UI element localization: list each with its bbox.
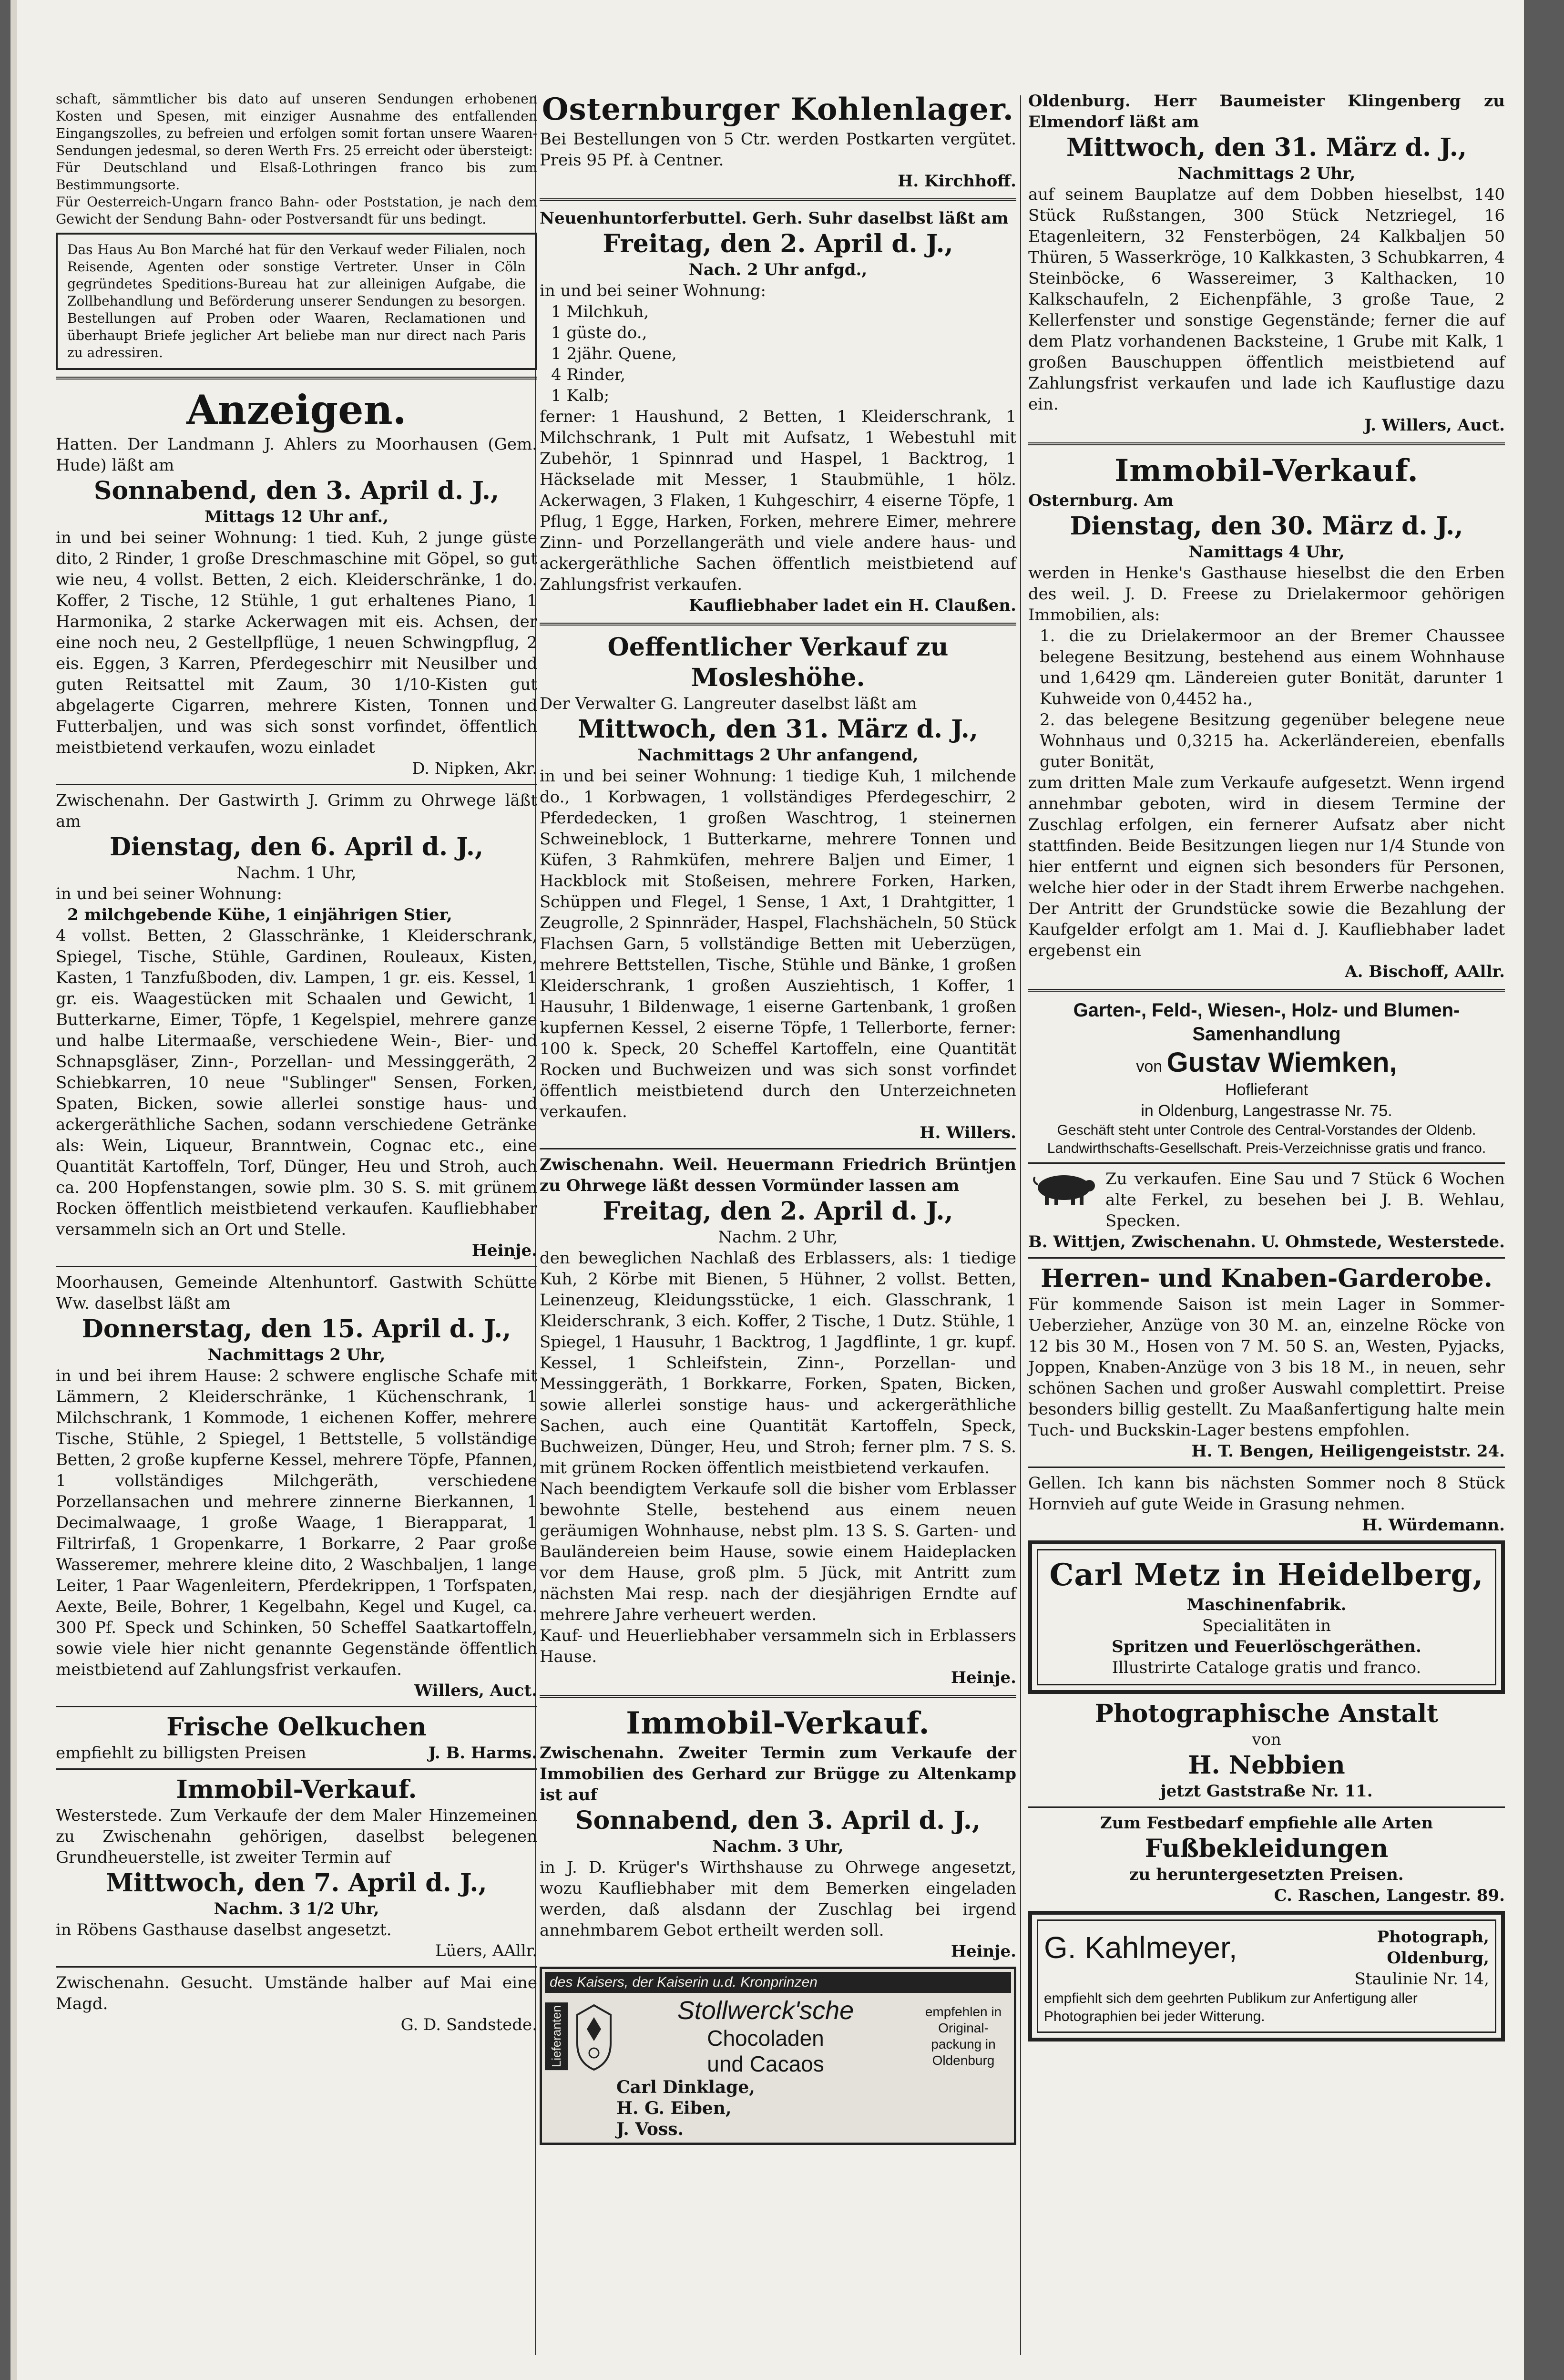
- stollwerck-product: Chocoladen: [707, 2026, 824, 2051]
- ad-schuette: [56, 1272, 537, 1701]
- ad-signature: J. B. Harms.: [428, 1744, 537, 1763]
- livestock-list: [551, 301, 1016, 406]
- ad-body: Für kommende Saison ist mein Lager in Sommer-Ueberzieher, Anzüge von 30 M. an, einzelne Röcke von 12 bis 30 M., Hosen von 7 M. 50 S. an, Westen, Pyjacks, Joppen, Knaben-Anzüge von 3 bis 18 M., in neuen, sehr schönen Sachen und großer Auswahl complettirt. Preise besonders billig gestellt. Zu Maaßanfertigung halte mein Tuch- und Buckskin-Lager bestens empfohlen.: [1028, 1295, 1505, 1440]
- ad-lead: Westerstede. Zum Verkaufe der dem Maler Hinzemeinen zu Zwischenahn gehörigen, daselbst belegenen Grundheuerstelle, ist zweiter Termin auf: [56, 1806, 537, 1867]
- ad-grimm: [56, 790, 537, 1261]
- ad-heading: Herren- und Knaben-Garderobe.: [1041, 1264, 1492, 1293]
- ad-date: Sonnabend, den 3. April d. J.,: [575, 1806, 981, 1835]
- ad-hinzemeinen: [56, 1775, 537, 1961]
- ad-heading: Frische Oelkuchen: [166, 1713, 427, 1742]
- ad-lead: Neuenhuntorferbuttel. Gerh. Suhr daselbst läßt am: [540, 209, 1009, 228]
- divider: [540, 1148, 1016, 1149]
- ad-zur-bruegge: [540, 1704, 1016, 1962]
- ad-lead: Moorhausen, Gemeinde Altenhuntorf. Gastwith Schütte Ww. daselbst läßt am: [56, 1273, 537, 1313]
- divider: [1028, 442, 1505, 445]
- divider: [56, 377, 537, 380]
- divider: [56, 784, 537, 785]
- ad-signature: Kaufliebhaber ladet ein H. Claußen.: [689, 596, 1016, 615]
- ad-body: empfiehlt zu billigsten Preisen: [56, 1744, 307, 1763]
- ad-klingenberg: [1028, 91, 1505, 436]
- ad-city: Oldenburg,: [1387, 1949, 1489, 1968]
- ad-signature: Willers, Auct.: [414, 1681, 537, 1700]
- ad-body: auf seinem Bauplatze auf dem Dobben hieselbst, 140 Stück Rußstangen, 300 Stück Netzriegel, 16 Etagenleitern, 32 Fensterbögen, 24 Kalkbaljen 50 Thüren, 5 Wasserkröge, 10 Kalkkasten, 3 Schubkarren, 4 Steinböcke, 6 Wassereimer, 3 Kalthacken, 10 Kalkschaufeln, 2 Eichenpfähle, 3 große Taue, 2 Kellerfenster und sonstige Gegenstände; ferner die auf dem Platz vorhandenen Backsteine, 1 Grube mit Kalk, 1 großen Bauschuppen öffentlich meistbietend auf Zahlungsfrist verkaufen und lade ich Kauflustige dazu ein.: [1028, 185, 1505, 414]
- au-bon-marche-intro: schaft, sämmtlicher bis dato auf unseren Sendungen erhobenen Kosten und Spesen, mit einziger Ausnahme des entfallenden Eingangszolles, zu befreien und erfolgen somit fortan unsere Waaren-Sendungen jedesmal, so deren Werth Frs. 25 erreicht oder übersteigt:: [56, 91, 537, 158]
- column-2: [540, 91, 1016, 2150]
- ad-body: Gellen. Ich kann bis nächsten Sommer noch 8 Stück Hornvieh auf gute Weide in Grasung nehmen.: [1028, 1474, 1505, 1514]
- ad-highlight: 2 milchgebende Kühe, 1 einjährigen Stier,: [67, 905, 452, 924]
- stollwerck-ad: [540, 1967, 1016, 2145]
- ad-name: H. Nebbien: [1188, 1751, 1345, 1780]
- stollwerck-brand: Stollwerck'sche: [677, 1996, 854, 2025]
- ad-signature: G. D. Sandstede.: [400, 2015, 537, 2034]
- ad-body: Nach beendigtem Verkaufe soll die bisher vom Erblasser bewohnte Stelle, bestehend aus einem neuen geräumigen Wohnhause, nebst plm. 13 S. S. Garten- und Bauländereien beim Hause, sowie einem Haideplacken vor dem Hause, groß plm. 5 Jück, mit Antritt zum nächsten Mai resp. nach der diesjährigen Erndte auf mehrere Jahre verheuert werden.: [540, 1479, 1016, 1624]
- stollwerck-banner: des Kaisers, der Kaiserin u.d. Kronprinzen: [545, 1972, 1011, 1993]
- ad-bruentjen: [540, 1154, 1016, 1688]
- dealer-name: J. Voss.: [616, 2119, 684, 2139]
- ad-signature: D. Nipken, Akr.: [412, 759, 537, 778]
- ad-sau: [1028, 1169, 1505, 1252]
- ad-ahlers: [56, 434, 537, 779]
- column-1: [56, 91, 537, 2038]
- ad-body: 4 vollst. Betten, 2 Glasschränke, 1 Kleiderschrank, Spiegel, Tische, Stühle, Gardinen, Rouleaux, Kisten, Kasten, 1 Tanzfußboden, div. Lampen, 1 gr. eis. Kessel, 1 gr. eis. Waagestücken mit Schaalen und Gewicht, 1 Butterkarne, Eimer, Töpfe, 1 Kegelspiel, mehrere ganze und halbe Litermaaße, verschiedene Wein-, Bier- und Schnapsgläser, Zinn-, Porzellan- und Messinggeräth, 2 Schiebkarren, 10 neue "Sublinger" Sensen, Forken, Spaten, Bicken, sowie allerlei sonstige haus- und ackergeräthliche Sachen, sodann verschiedene Getränke als: Wein, Liqueur, Branntwein, Cognac etc., eine Quantität Kartoffeln, Torf, Dünger, Heu und Stroh, auch ca. 200 Hopfenstangen, sowie plm. 30 S. S. mit grünem Rocken öffentlich meistbietend verkaufen. Kaufliebhaber versammeln sich an Ort und Stelle.: [56, 926, 537, 1239]
- ad-date: Freitag, den 2. April d. J.,: [603, 229, 953, 258]
- ad-body: Bei Bestellungen von 5 Ctr. werden Postkarten vergütet. Preis 95 Pf. à Centner.: [540, 130, 1016, 170]
- divider: [1028, 1467, 1505, 1468]
- ad-lead: Oldenburg. Herr Baumeister Klingenberg zu Elmendorf läßt am: [1028, 92, 1505, 132]
- ad-subheading: Maschinenfabrik.: [1186, 1595, 1347, 1614]
- ad-subheading: zu heruntergesetzten Preisen.: [1129, 1865, 1404, 1884]
- ad-signature: Heinje.: [951, 1942, 1016, 1961]
- ad-wuerdemann: [1028, 1473, 1505, 1536]
- ad-date: Freitag, den 2. April d. J.,: [603, 1197, 953, 1226]
- ad-heading: Photographische Anstalt: [1094, 1699, 1439, 1728]
- ad-date: Mittwoch, den 31. März d. J.,: [1066, 133, 1467, 162]
- dealer-name: H. G. Eiben,: [616, 2098, 732, 2118]
- ad-text: Illustrirte Cataloge gratis und franco.: [1112, 1658, 1421, 1677]
- stollwerck-side-label: Lieferanten: [545, 2002, 568, 2070]
- list-item: 1 Kalb;: [551, 386, 610, 405]
- ad-suhr: [540, 208, 1016, 616]
- ad-body: in Röbens Gasthause daselbst angesetzt.: [56, 1920, 392, 1939]
- divider: [1028, 989, 1505, 992]
- ad-lead: Zwischenahn. Der Gastwirth J. Grimm zu Ohrwege läßt am: [56, 791, 537, 831]
- ad-time: Nachm. 3 Uhr,: [712, 1837, 844, 1856]
- ad-date: Mittwoch, den 7. April d. J.,: [106, 1868, 487, 1898]
- divider: [56, 1966, 537, 1968]
- divider: [56, 1768, 537, 1770]
- ad-raschen: [1028, 1813, 1505, 1906]
- ad-heading: Fußbekleidungen: [1145, 1834, 1389, 1863]
- ad-signature: B. Wittjen, Zwischenahn.: [1028, 1232, 1256, 1252]
- ad-text: Specialitäten in: [1202, 1616, 1331, 1635]
- ad-item: 2. das belegene Besitzung gegenüber belegene neue Wohnhaus und 0,3215 ha. Ackerländereien, ebenfalls guter Bonität,: [1040, 710, 1505, 771]
- ad-time: Nachmittags 2 Uhr,: [207, 1345, 386, 1364]
- ad-date: Sonnabend, den 3. April d. J.,: [93, 476, 500, 505]
- crest-icon: [572, 2000, 615, 2072]
- ad-body: zum dritten Male zum Verkaufe aufgesetzt. Wenn irgend annehmbar geboten, wird in diesem Termine der Zuschlag erfolgen, ein fernerer Aufsatz aber nicht stattfinden. Beide Besitzungen liegen nur 1/4 Stunde von hier entfernt und eignen sich besonders für Personen, welche hier oder in der Stadt ihrem Erwerbe nachgehen. Der Antritt der Grundstücke sowie die Bezahlung der Kaufgelder erfolgt am 1. Mai d. J. Kaufliebhaber ladet ergebenst ein: [1028, 773, 1505, 960]
- divider: [1028, 1806, 1505, 1808]
- stollwerck-product: und Cacaos: [707, 2052, 824, 2076]
- ad-date: Mittwoch, den 31. März d. J.,: [577, 715, 979, 744]
- ad-body: empfiehlt sich dem geehrten Publikum zur Anfertigung aller Photographien bei jeder Witterung.: [1044, 1990, 1418, 2024]
- ad-body: Zu verkaufen. Eine Sau und 7 Stück 6 Wochen alte Ferkel, zu besehen bei J. B. Wehlau, Specken.: [1105, 1169, 1505, 1231]
- ad-body: Geschäft steht unter Controle des Central-Vorstandes der Oldenb. Landwirthschafts-Gesellschaft. Preis-Verzeichnisse gratis und franco.: [1047, 1122, 1486, 1156]
- ad-bengen: [1028, 1263, 1505, 1462]
- ad-date: Donnerstag, den 15. April d. J.,: [82, 1314, 511, 1344]
- ad-signature: Lüers, AAllr.: [435, 1941, 537, 1960]
- ad-body: ferner: 1 Haushund, 2 Betten, 1 Kleiderschrank, 1 Milchschrank, 1 Pult mit Aufsatz, 1 Webestuhl mit Zubehör, 1 Spinnrad und Haspel, 1 Backtrog, 1 Häckselade mit Messer, 1 Staubmühle, 1 hölz. Ackerwagen, 3 Flaken, 1 Kuhgeschirr, 4 eiserne Töpfe, 1 Pflug, 1 Egge, Harken, Forken, mehrere Eimer, mehrere Zinn- und Porzellangeräth und viele andere haus- und ackergeräthliche Sachen öffentlich meistbietend auf Zahlungsfrist verkaufen.: [540, 407, 1016, 594]
- ad-intro: in und bei seiner Wohnung:: [56, 884, 282, 903]
- list-item: 1 güste do.,: [551, 323, 647, 342]
- ad-name: Gustav Wiemken,: [1166, 1047, 1397, 1078]
- ad-metz: [1028, 1540, 1505, 1694]
- ad-lead: Osternburg. Am: [1028, 491, 1174, 510]
- divider: [540, 198, 1016, 201]
- ad-heading: Immobil-Verkauf.: [176, 1775, 417, 1804]
- ad-date: Dienstag, den 30. März d. J.,: [1070, 512, 1463, 541]
- divider: [56, 1706, 537, 1707]
- ad-heading: Immobil-Verkauf.: [626, 1705, 930, 1741]
- ad-kohlenlager: [540, 91, 1016, 192]
- au-bon-marche-intro2: Für Deutschland und Elsaß-Lothringen franco bis zum Bestimmungsorte.: [56, 160, 537, 193]
- ad-address: Staulinie Nr. 14,: [1354, 1970, 1489, 1989]
- newspaper-page: [10, 0, 1524, 2380]
- page-edge: [10, 0, 17, 2380]
- divider: [540, 623, 1016, 626]
- ad-time: Mittags 12 Uhr anf.,: [204, 507, 388, 526]
- divider: [56, 1266, 537, 1267]
- ad-signature: H. Willers.: [920, 1123, 1016, 1142]
- stollwerck-note: empfehlen in Original-packung in Oldenburg: [925, 2004, 1002, 2068]
- ad-time: Nachmittags 2 Uhr,: [1177, 164, 1356, 183]
- ad-heading: Osternburger Kohlenlager.: [542, 92, 1014, 127]
- ad-signature: C. Raschen, Langestr. 89.: [1274, 1886, 1505, 1905]
- ad-mosleshoehe: [540, 632, 1016, 1143]
- ad-item: 1. die zu Drielakermoor an der Bremer Chaussee belegene Besitzung, bestehend aus einem Wohnhause und 1,6429 qm. Ländereien guter Bonität, darunter 1 Kuhweide von 0,4452 ha.,: [1040, 626, 1505, 708]
- ad-kahlmeyer: [1028, 1911, 1505, 2041]
- ad-signature: H. T. Bengen, Heiligengeiststr. 24.: [1191, 1442, 1505, 1461]
- ad-lead: Der Verwalter G. Langreuter daselbst läßt am: [540, 694, 917, 713]
- ad-text: von: [1252, 1730, 1281, 1749]
- au-bon-marche-intro3: Für Oesterreich-Ungarn franco Bahn- oder Poststation, je nach dem Gewicht der Sendung Bahn- oder Postversandt für uns bedingt.: [56, 194, 537, 227]
- ad-signature: H. Kirchhoff.: [898, 172, 1016, 191]
- ad-heading: Garten-, Feld-, Wiesen-, Holz- und Blumen-Samenhandlung: [1073, 1000, 1460, 1045]
- divider: [1028, 1162, 1505, 1164]
- list-item: 1 2jähr. Quene,: [551, 344, 677, 363]
- ad-address: jetzt Gaststraße Nr. 11.: [1160, 1782, 1373, 1801]
- dealer-name: Carl Dinklage,: [616, 2077, 755, 2097]
- ad-harms: [56, 1712, 537, 1764]
- ad-body: Kauf- und Heuerliebhaber versammeln sich in Erblassers Hause.: [540, 1626, 1016, 1666]
- ad-time: Nachm. 2 Uhr,: [718, 1228, 838, 1247]
- pig-icon: [1028, 1169, 1100, 1207]
- ad-time: Nachm. 1 Uhr,: [236, 863, 357, 882]
- column-divider: [1020, 95, 1021, 2355]
- ad-lead: Zwischenahn. Weil. Heuermann Friedrich Brüntjen zu Ohrwege läßt dessen Vormünder lassen am: [540, 1155, 1016, 1195]
- ad-signature: A. Bischoff, AAllr.: [1345, 962, 1505, 981]
- divider: [540, 1695, 1016, 1698]
- ad-lead: Hatten. Der Landmann J. Ahlers zu Moorhausen (Gem. Hude) läßt am: [56, 435, 537, 475]
- ad-body: in J. D. Krüger's Wirthshause zu Ohrwege angesetzt, wozu Kaufliebhaber mit dem Bemerken eingeladen werden, daß alsdann der Zuschlag bei irgend annehmbarem Gebot ertheilt werden soll.: [540, 1858, 1016, 1940]
- ad-time: Nachm. 3 1/2 Uhr,: [214, 1899, 379, 1918]
- section-heading-anzeigen: Anzeigen.: [186, 386, 407, 433]
- ad-title: Photograph,: [1377, 1928, 1489, 1947]
- ad-signature: J. Willers, Auct.: [1364, 416, 1505, 435]
- ad-body: in und bei seiner Wohnung: 1 tied. Kuh, 2 junge güste dito, 2 Rinder, 1 große Dreschmaschine mit Göpel, so gut wie neu, 4 vollst. Betten, 2 eich. Kleiderschränke, 1 do. Koffer, 2 Tische, 12 Stühle, 1 gut erhaltenes Piano, 1 Harmonika, 2 starke Ackerwagen mit eis. Achsen, der eine noch neu, 2 Gestellpflüge, 1 neuen Schwingpflug, 2 eis. Eggen, 3 Karren, Pferdegeschirr mit Neusilber und guten Reitsattel mit Zaum, 30 1/10-Kisten gut abgelagerte Cigarren, mehrere Kisten, Tonnen und Futterbaljen, und was sich sonst vorfindet, öffentlich meistbietend verkaufen, wozu einladet: [56, 528, 537, 757]
- au-bon-marche-box: [56, 233, 537, 370]
- ad-time: Nachmittags 2 Uhr anfangend,: [637, 746, 919, 765]
- ad-time: Nach. 2 Uhr anfgd.,: [688, 260, 868, 279]
- ad-lead: Zwischenahn. Zweiter Termin zum Verkaufe der Immobilien des Gerhard zur Brügge zu Altenkamp ist auf: [540, 1744, 1016, 1805]
- ad-name: G. Kahlmeyer,: [1044, 1930, 1237, 1965]
- ad-signature: H. Würdemann.: [1362, 1516, 1505, 1535]
- stollwerck-dealers: [616, 2077, 1011, 2140]
- list-item: 1 Milchkuh,: [551, 302, 649, 321]
- ad-text: Spritzen und Feuerlöschgeräthen.: [1112, 1637, 1421, 1656]
- ad-heading: Immobil-Verkauf.: [1114, 453, 1419, 489]
- ad-body: Zwischenahn. Gesucht. Umstände halber auf Mai eine Magd.: [56, 1973, 537, 2013]
- ad-body: den beweglichen Nachlaß des Erblassers, als: 1 tiedige Kuh, 2 Körbe mit Bienen, 5 Hühner, 2 vollst. Betten, Leinenzeug, Kleidungsstücke, 1 eich. Glasschrank, 1 Kleiderschrank, 3 eich. Koffer, 2 Tische, 1 Dutz. Stühle, 1 Spiegel, 1 Hausuhr, 1 Backtrog, 1 Jagdflinte, 1 gr. kupf. Kessel, 1 Schleifstein, Zinn-, Porzellan- und Messinggeräth, 1 Borkkarre, Forken, Spaten, Bicken, sowie allerlei sonstige haus- und ackergeräthliche Sachen, auch eine Quantität Kartoffeln, Speck, Buchweizen, Dünger, Heu, und Stroh; ferner plm. 7 S. S. mit grünem Rocken öffentlich meistbietend verkaufen.: [540, 1249, 1016, 1477]
- divider: [1028, 1257, 1505, 1259]
- ad-time: Namittags 4 Uhr,: [1188, 543, 1345, 562]
- ad-heading: Oeffentlicher Verkauf zu Mosleshöhe.: [607, 633, 949, 692]
- list-item: 4 Rinder,: [551, 365, 626, 384]
- ad-signature: U. Ohmstede, Westerstede.: [1261, 1232, 1505, 1252]
- ad-intro: in und bei seiner Wohnung:: [540, 281, 766, 300]
- ad-date: Dienstag, den 6. April d. J.,: [109, 832, 484, 862]
- ad-text: in Oldenburg, Langestrasse Nr. 75.: [1141, 1102, 1392, 1120]
- ad-text: von: [1136, 1057, 1163, 1076]
- ad-heading: Carl Metz in Heidelberg,: [1049, 1557, 1484, 1593]
- ad-freese: [1028, 452, 1505, 982]
- ad-lead: Zum Festbedarf empfiehle alle Arten: [1100, 1814, 1433, 1833]
- ad-nebbien: [1028, 1699, 1505, 1802]
- column-3: [1028, 91, 1505, 2046]
- ad-body: werden in Henke's Gasthause hieselbst die den Erben des weil. J. D. Freese zu Drielakermoor gehörigen Immobilien, als:: [1028, 564, 1505, 625]
- box-text: Das Haus Au Bon Marché hat für den Verkauf weder Filialen, noch Reisende, Agenten oder sonstige Vertreter. Unser in Cöln gegründetes Speditions-Bureau hat zur alleinigen Aufgabe, die Zollbehandlung und Beförderung unserer Sendungen zu besorgen. Bestellungen auf Proben oder Waaren, Reclamationen und überhaupt Briefe jeglicher Art beliebe man nur direct nach Paris zu adressiren.: [67, 242, 526, 360]
- ad-body: in und bei seiner Wohnung: 1 tiedige Kuh, 1 milchende do., 1 Korbwagen, 1 vollständiges Pferdegeschirr, 2 Pferdedecken, 1 großen Waschtrog, 1 steinernen Schweineblock, 1 Butterkarne, mehrere Tonnen und Küfen, 3 Rahmküfen, mehrere Baljen und Eimer, 1 Hackblock mit Stoßeisen, mehrere Forken, Harken, Schüppen und Flegel, 1 Sense, 1 Axt, 1 Drahtgitter, 1 Zeugrolle, 2 Spinnräder, Haspel, Flachshächeln, 50 Stück Flachsen Garn, 5 vollständige Betten mit Ueberzügen, mehrere Bettstellen, Tische, Stühle und Bänke, 1 großen Kleiderschrank, 1 großen Ausziehtisch, 1 Koffer, 1 Hausuhr, 1 Bildenwage, 1 eiserne Gartenbank, 1 großen kupfernen Kessel, 2 eiserne Töpfe, 1 Tellerborte, ferner: 100 k. Speck, 20 Scheffel Kartoffeln, eine Quantität Rocken und Buchweizen und was sich sonst vorfindet öffentlich meistbietend durch den Unterzeichneten verkaufen.: [540, 767, 1016, 1121]
- ad-body: in und bei ihrem Hause: 2 schwere englische Schafe mit Lämmern, 2 Kleiderschränke, 1 Küchenschrank, 1 Milchschrank, 1 Kommode, 1 eichenen Koffer, mehrere Tische, Stühle, 2 Spiegel, 1 Bettstelle, 5 vollständige Betten, 2 große kupferne Kessel, mehrere Töpfe, Pfannen, 1 vollständiges Milchgeräth, verschiedene Porzellansachen und mehrere zinnerne Bierkannen, 1 Decimalwaage, 1 große Waage, 1 Bierapparat, 1 Filtrirfaß, 1 Gropenkarre, 1 Borkarre, 2 Paar große Wasseremer, mehrere kleine dito, 2 Waschbaljen, 1 lange Leiter, 1 Paar Wagenleitern, Pferdekrippen, 1 Torfspaten, Aexte, Beile, Bohrer, 1 Kegelbahn, Kegel und Kugel, ca. 300 Pf. Speck und Schinken, 50 Scheffel Saatkartoffeln, sowie viele hier nicht genannte Gegenstände öffentlich meistbietend auf Zahlungsfrist verkaufen.: [56, 1366, 537, 1679]
- ad-signature: Heinje.: [471, 1241, 537, 1260]
- ad-text: Hoflieferant: [1225, 1081, 1308, 1099]
- ad-sandstede: [56, 1972, 537, 2035]
- ad-signature: Heinje.: [951, 1668, 1016, 1687]
- ad-wiemken: [1028, 998, 1505, 1158]
